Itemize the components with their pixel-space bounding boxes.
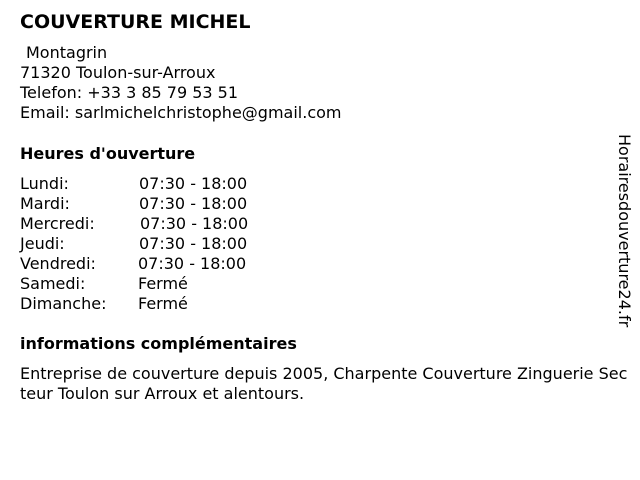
day-hours: Fermé [138, 294, 188, 313]
info-description: Entreprise de couverture depuis 2005, Charpente Couverture Zinguerie Secteur Toulon sur Arroux et alentours. [20, 364, 628, 403]
street-line: Montagrin [26, 43, 108, 62]
day-hours: 07:30 - 18:00 [140, 214, 249, 233]
day-label: Vendredi: [20, 254, 96, 273]
day-hours: 07:30 - 18:00 [139, 234, 248, 253]
day-label: Samedi: [20, 274, 86, 293]
info-heading: informations complémentaires [20, 334, 297, 353]
phone-line: Telefon: +33 3 85 79 53 51 [20, 83, 239, 102]
day-label: Mardi: [20, 194, 70, 213]
day-hours: 07:30 - 18:00 [139, 194, 248, 213]
email-line: Email: sarlmichelchristophe@gmail.com [20, 103, 342, 122]
business-address [20, 43, 341, 123]
watermark-text: Horairesdouverture24.fr [615, 134, 634, 328]
day-hours: 07:30 - 18:00 [139, 174, 248, 193]
day-label: Jeudi: [20, 234, 65, 253]
business-name: COUVERTURE MICHEL [20, 11, 251, 33]
day-label: Mercredi: [20, 214, 95, 233]
day-label: Lundi: [20, 174, 69, 193]
hours-heading: Heures d'ouverture [20, 144, 196, 163]
day-hours: Fermé [138, 274, 188, 293]
day-hours: 07:30 - 18:00 [138, 254, 247, 273]
site-watermark [612, 134, 636, 344]
city-line: 71320 Toulon-sur-Arroux [20, 63, 216, 82]
day-label: Dimanche: [20, 294, 107, 313]
